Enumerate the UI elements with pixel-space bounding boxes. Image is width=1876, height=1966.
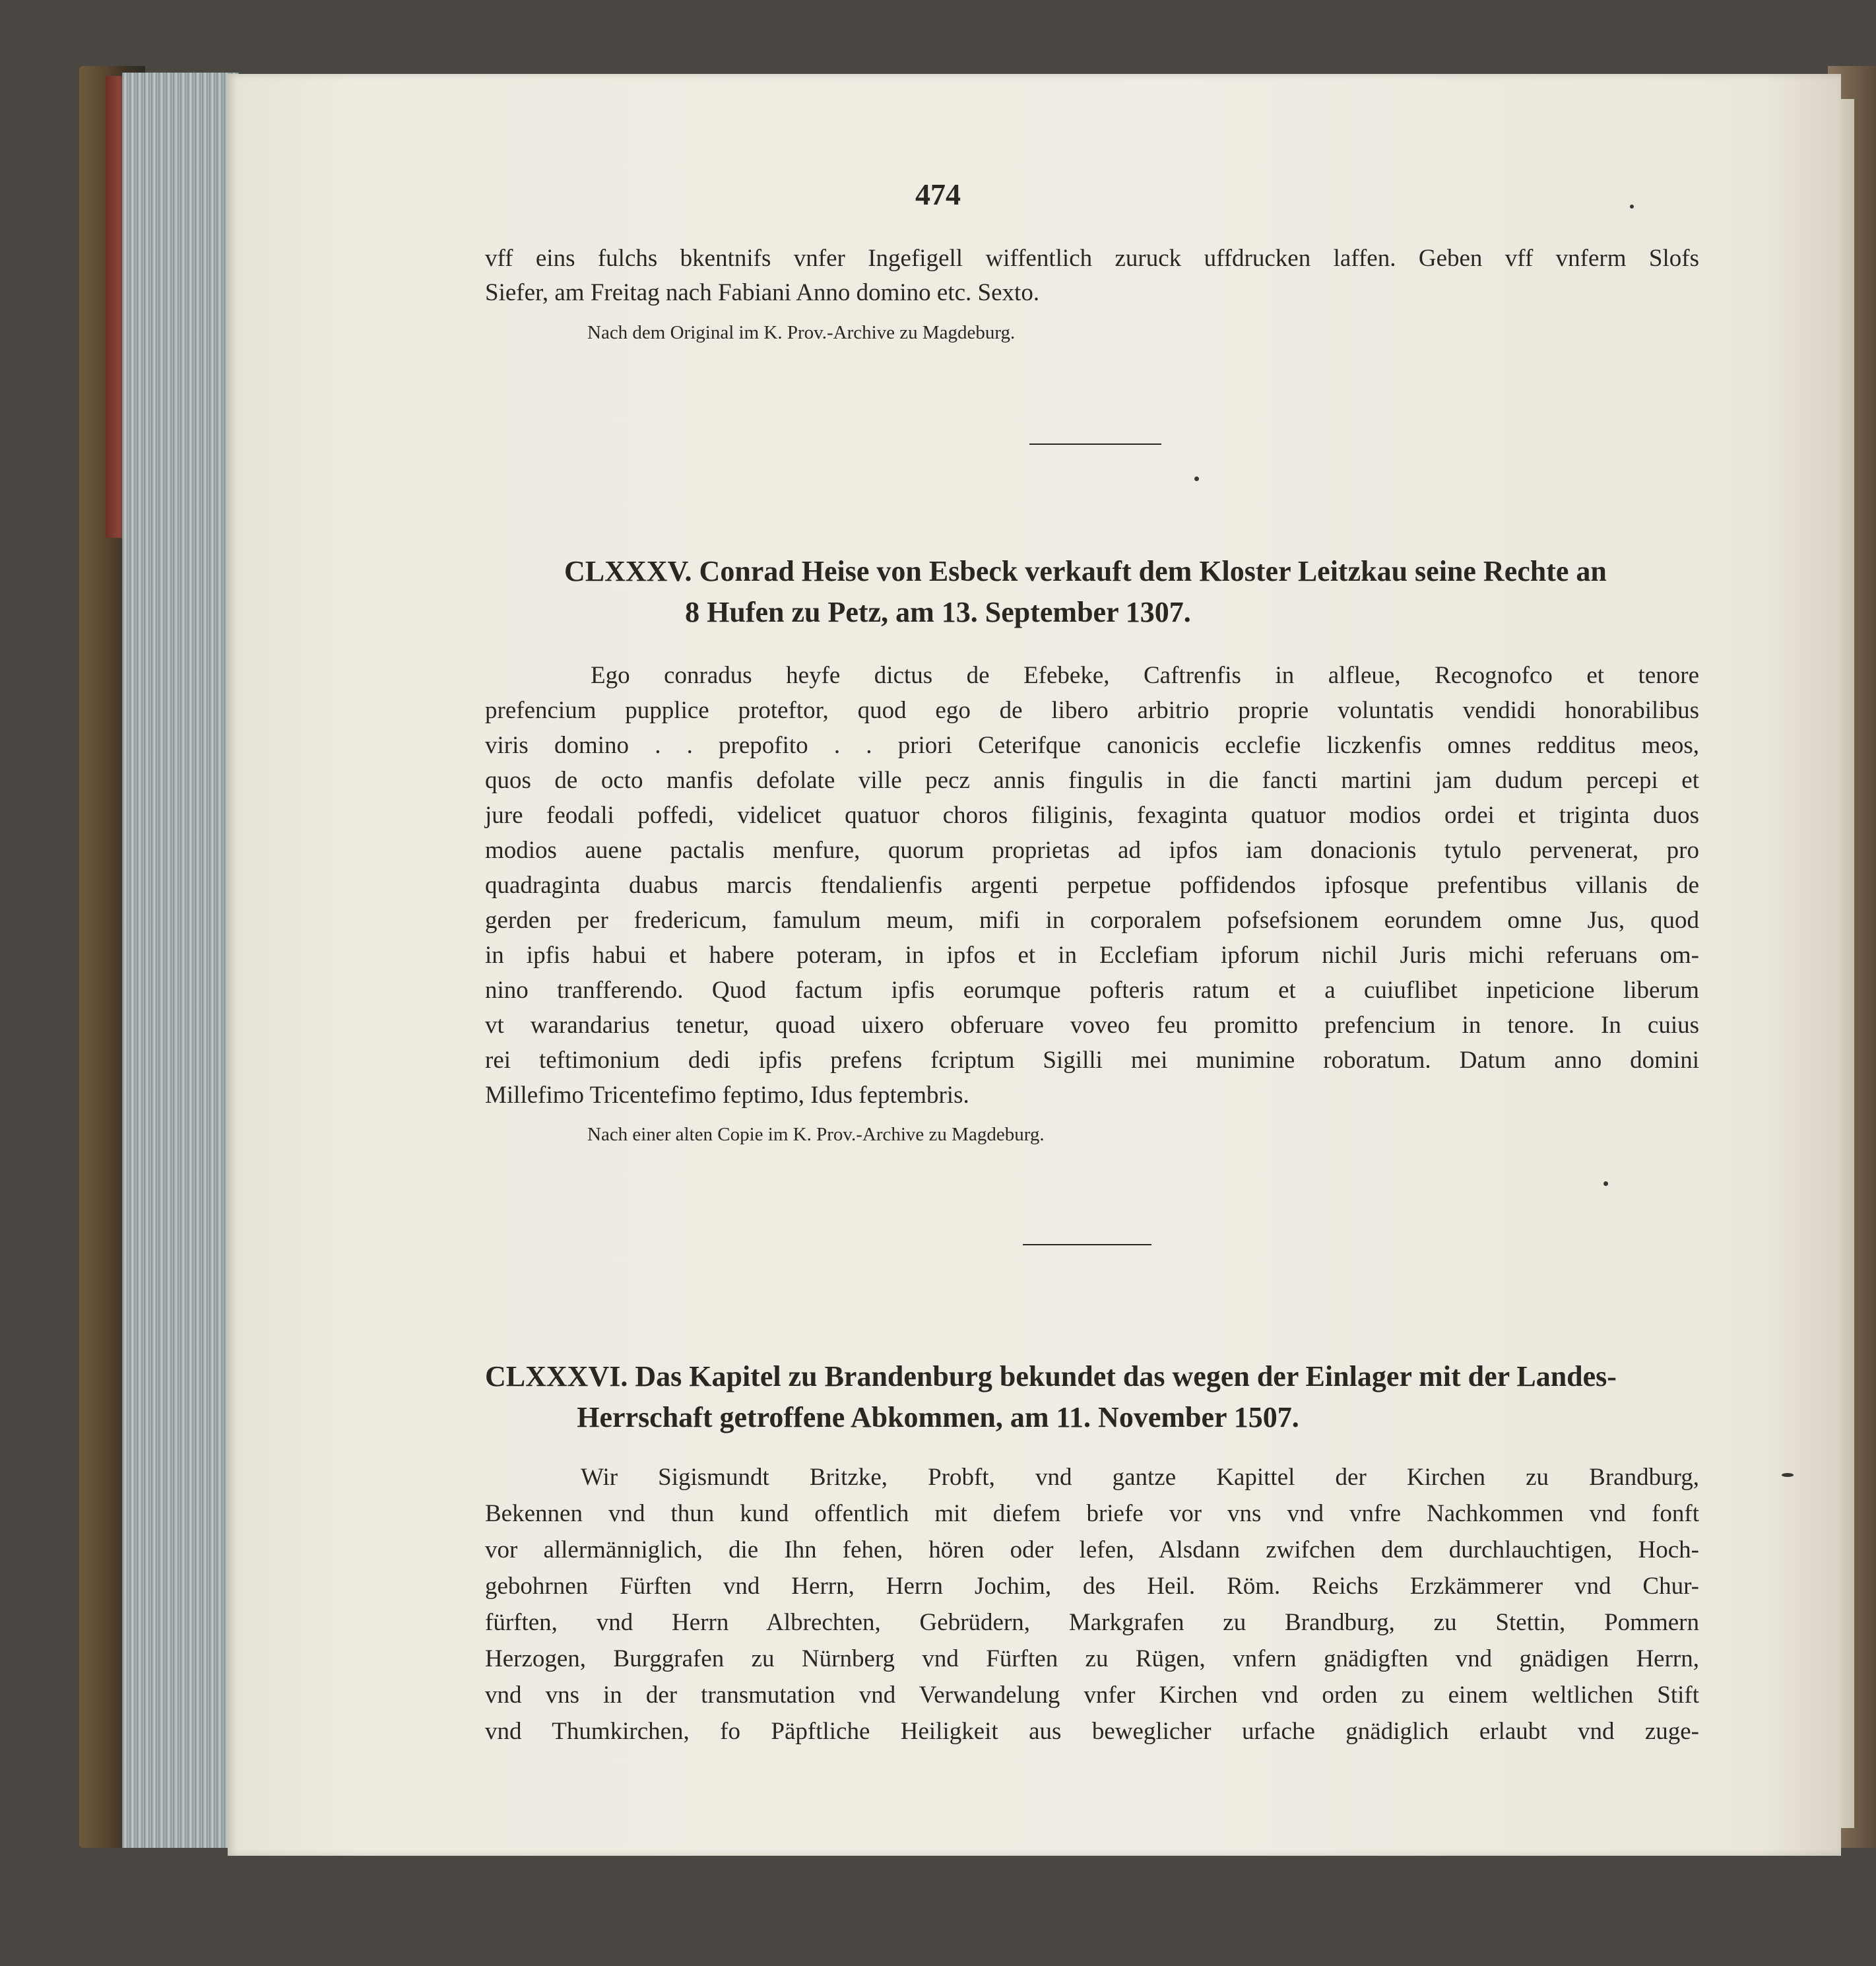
doc185-line: vt warandarius tenetur, quoad uixero obferuare voveo feu promitto prefencium in tenore. In cuius bbox=[485, 1012, 1699, 1039]
doc186-line: Bekennen vnd thun kund offentlich mit diefem briefe vor vns vnd vnfre Nachkommen vnd fonft bbox=[485, 1500, 1699, 1527]
doc186-line: Herzogen, Burggrafen zu Nürnberg vnd Fürften zu Rügen, vnfern gnädigften vnd gnädigen Herrn, bbox=[485, 1645, 1699, 1672]
doc185-line: Millefimo Tricentefimo feptimo, Idus feptembris. bbox=[485, 1082, 969, 1109]
paper-speck bbox=[1782, 1473, 1794, 1477]
doc186-heading-line2: Herrschaft getroffene Abkommen, am 11. November 1507. bbox=[577, 1401, 1299, 1433]
page-edges bbox=[122, 73, 239, 1848]
doc185-heading-line2: 8 Hufen zu Petz, am 13. September 1307. bbox=[685, 596, 1191, 628]
doc186-line: vor allermänniglich, die Ihn fehen, hören oder lefen, Alsdann zwifchen dem durchlauchtigen, Hoch- bbox=[485, 1536, 1699, 1563]
doc186-line: gebohrnen Fürften vnd Herrn, Herrn Jochim, des Heil. Röm. Reichs Erzkämmerer vnd Chur- bbox=[485, 1573, 1699, 1600]
doc185-line: quos de octo manfis defolate ville pecz annis fingulis in die fancti martini jam dudum percepi et bbox=[485, 767, 1699, 794]
doc185-line: modios auene pactalis menfure, quorum proprietas ad ipfos iam donacionis tytulo pervenerat, pro bbox=[485, 837, 1699, 864]
doc186-line: fürften, vnd Herrn Albrechten, Gebrüdern, Markgrafen zu Brandburg, zu Stettin, Pommern bbox=[485, 1609, 1699, 1636]
section-divider bbox=[1029, 443, 1161, 445]
intro-source-note: Nach dem Original im K. Prov.-Archive zu Magdeburg. bbox=[587, 322, 1016, 343]
doc185-heading-line1: CLXXXV. Conrad Heise von Esbeck verkauft dem Kloster Leitzkau seine Rechte an bbox=[564, 555, 1607, 587]
doc186-line: vnd Thumkirchen, fo Päpftliche Heiligkeit aus beweglicher urfache gnädiglich erlaubt vnd zuge- bbox=[485, 1718, 1699, 1745]
doc185-line: in ipfis habui et habere poteram, in ipfos et in Ecclefiam ipforum nichil Juris michi referuans om- bbox=[485, 942, 1699, 969]
doc185-line: nino tranfferendo. Quod factum ipfis eorumque pofteris ratum et a cuiuflibet inpeticione liberum bbox=[485, 977, 1699, 1004]
doc185-line: Ego conradus heyfe dictus de Efebeke, Caftrenfis in alfleue, Recognofco et tenore bbox=[591, 662, 1699, 689]
doc185-line: prefencium pupplice proteftor, quod ego de libero arbitrio proprie voluntatis vendidi honorabilibus bbox=[485, 697, 1699, 724]
doc185-line: quadraginta duabus marcis ftendalienfis argenti perpetue poffidendos ipfosque prefentibus villanis de bbox=[485, 872, 1699, 899]
paper-speck bbox=[1630, 205, 1634, 209]
page-number: 474 bbox=[915, 178, 961, 211]
doc185-source-note: Nach einer alten Copie im K. Prov.-Archive zu Magdeburg. bbox=[587, 1124, 1045, 1145]
doc185-line: viris domino . . prepofito . . priori Ceterifque canonicis ecclefie liczkenfis omnes redditus meos, bbox=[485, 732, 1699, 759]
doc185-line: gerden per fredericum, famulum meum, mifi in corporalem pofsefsionem eorundem omne Jus, quod bbox=[485, 907, 1699, 934]
section-divider bbox=[1023, 1244, 1151, 1245]
doc186-line: Wir Sigismundt Britzke, Probft, vnd gantze Kapittel der Kirchen zu Brandburg, bbox=[581, 1464, 1699, 1491]
doc186-heading-line1: CLXXXVI. Das Kapitel zu Brandenburg bekundet das wegen der Einlager mit der Landes- bbox=[485, 1360, 1617, 1393]
doc185-line: jure feodali poffedi, videlicet quatuor choros filiginis, fexaginta quatuor modios ordei et triginta duos bbox=[485, 802, 1699, 829]
paper-speck bbox=[1194, 476, 1199, 481]
intro-line-2: Siefer, am Freitag nach Fabiani Anno domino etc. Sexto. bbox=[485, 279, 1040, 306]
doc185-line: rei teftimonium dedi ipfis prefens fcriptum Sigilli mei munimine roboratum. Datum anno domini bbox=[485, 1047, 1699, 1074]
intro-line-1: vff eins fulchs bkentnifs vnfer Ingefigell wiffentlich zuruck uffdrucken laffen. Geben vff vnferm Slofs bbox=[485, 245, 1699, 272]
doc186-line: vnd vns in der transmutation vnd Verwandelung vnfer Kirchen vnd orden zu einem weltlichen Stift bbox=[485, 1682, 1699, 1709]
paper-speck bbox=[1603, 1181, 1608, 1186]
